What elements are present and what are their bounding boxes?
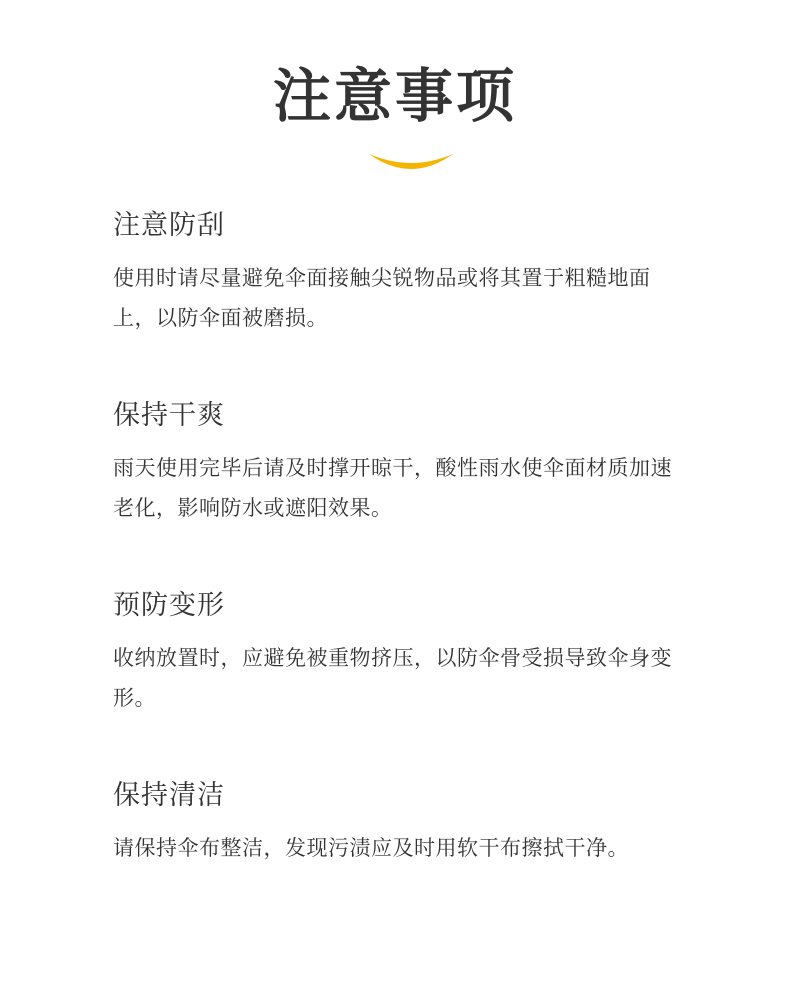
section-keep-clean (113, 778, 693, 868)
section-prevent-deformation (113, 588, 693, 718)
section-body: 使用时请尽量避免伞面接触尖锐物品或将其置于粗糙地面上，以防伞面被磨损。 (113, 266, 651, 330)
section-heading: 注意防刮 (113, 210, 225, 241)
section-heading: 预防变形 (113, 590, 225, 621)
section-scratch-prevention (113, 208, 693, 338)
page-title: 注意事项 (272, 62, 517, 130)
section-heading: 保持干爽 (113, 400, 225, 431)
section-body: 收纳放置时，应避免被重物挤压，以防伞骨受损导致伞身变形。 (113, 646, 672, 710)
section-keep-dry (113, 398, 693, 528)
section-body: 雨天使用完毕后请及时撑开晾干，酸性雨水使伞面材质加速老化，影响防水或遮阳效果。 (113, 456, 672, 520)
smile-icon (365, 150, 457, 178)
section-heading: 保持清洁 (113, 780, 225, 811)
section-body: 请保持伞布整洁，发现污渍应及时用软干布擦拭干净。 (113, 836, 629, 860)
